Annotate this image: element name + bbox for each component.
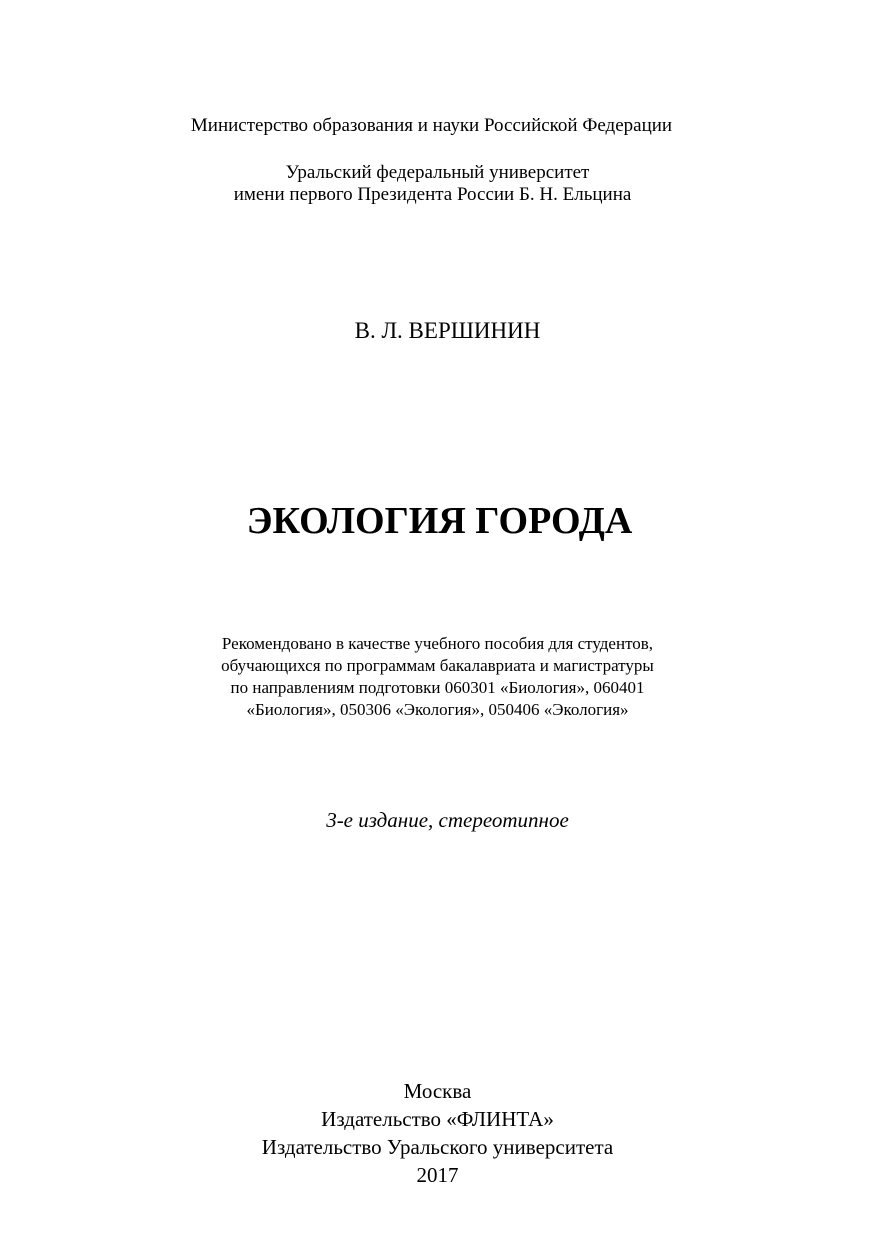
imprint-publisher-flinta: Издательство «ФЛИНТА»	[321, 1107, 554, 1131]
imprint-city: Москва	[403, 1079, 472, 1103]
edition-info: 3-е издание, стереотипное	[326, 808, 569, 832]
book-title: ЭКОЛОГИЯ ГОРОДА	[246, 500, 633, 542]
imprint-block	[0, 1077, 875, 1189]
ministry-name: Министерство образования и науки Российской Федерации	[190, 115, 673, 136]
imprint-publisher-urfu: Издательство Уральского университета	[261, 1135, 614, 1159]
imprint-year: 2017	[416, 1163, 459, 1187]
recommendation-line: «Биология», 050306 «Экология», 050406 «Экология»	[246, 700, 629, 719]
recommendation-line: обучающихся по программам бакалавриата и магистратуры	[221, 656, 654, 675]
university-name-line1: Уральский федеральный университет	[285, 162, 590, 183]
university-name-line2: имени первого Президента России Б. Н. Ельцина	[233, 184, 632, 205]
recommendation-line: по направлениям подготовки 060301 «Биология», 060401	[230, 678, 645, 697]
recommendation-line: Рекомендовано в качестве учебного пособия для студентов,	[221, 634, 654, 653]
recommendation-block	[0, 633, 875, 721]
author-name: В. Л. ВЕРШИНИН	[354, 318, 541, 343]
